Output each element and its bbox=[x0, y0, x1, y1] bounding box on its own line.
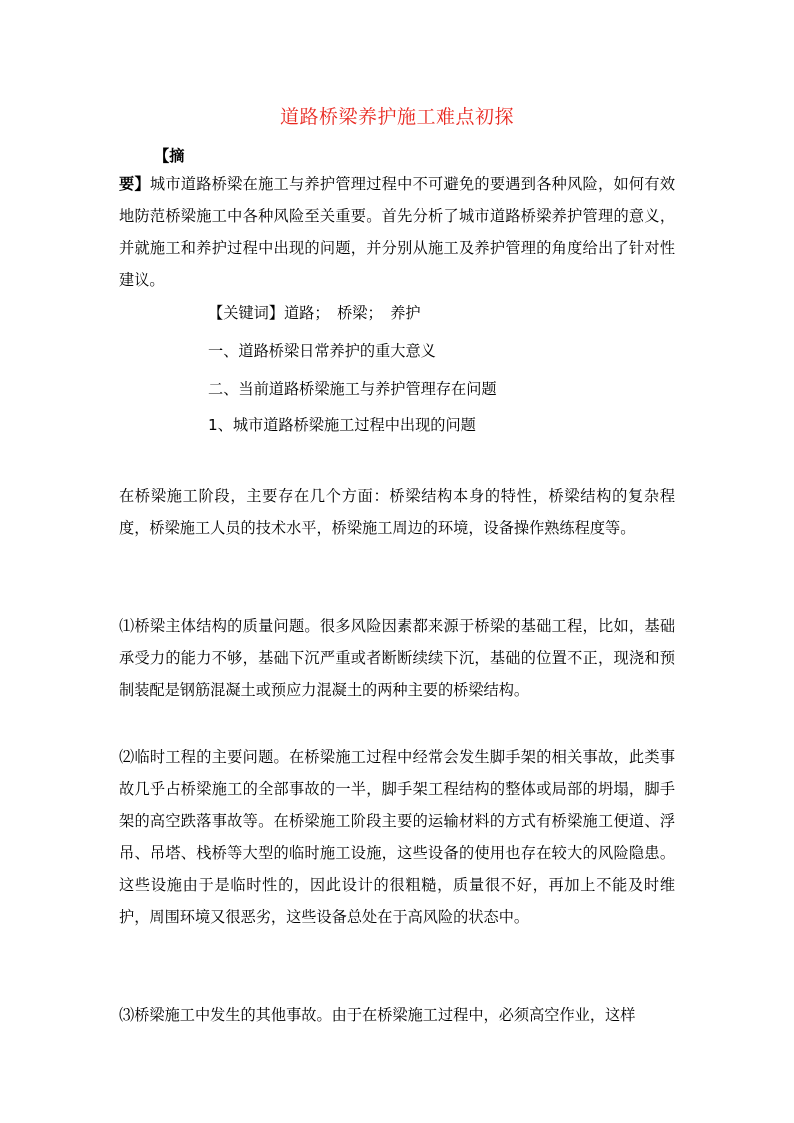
paragraph-structure-quality bbox=[119, 610, 675, 706]
abstract-block bbox=[119, 168, 675, 296]
paragraph-temporary-works bbox=[119, 741, 675, 933]
paragraph-construction-stage bbox=[119, 480, 675, 544]
paragraph-other-accidents bbox=[119, 999, 675, 1031]
paragraph-text: ⑵临时工程的主要问题。在桥梁施工过程中经常会发生脚手架的相关事故，此类事故几乎占桥梁施工的全部事故的一半，脚手架工程结构的整体或局部的坍塌，脚手架的高空跌落事故等。在桥梁施工阶段主要的运输材料的方式有桥梁施工便道、浮吊、吊塔、栈桥等大型的临时施工设施，这些设备的使用也存在较大的风险隐患。这些设施由于是临时性的，因此设计的很粗糙，质量很不好，再加上不能及时维护，周围环境又很恶劣，这些设备总处在于高风险的状态中。 bbox=[119, 748, 675, 926]
section-heading-2: 二、当前道路桥梁施工与养护管理存在问题 bbox=[208, 380, 497, 398]
abstract-label-end: 要】 bbox=[119, 175, 150, 193]
paragraph-text: ⑶桥梁施工中发生的其他事故。由于在桥梁施工过程中，必须高空作业，这样 bbox=[119, 1006, 636, 1024]
paragraph-text: ⑴桥梁主体结构的质量问题。很多风险因素都来源于桥梁的基础工程，比如，基础承受力的能力不够，基础下沉严重或者断断续续下沉，基础的位置不正，现浇和预制装配是钢筋混凝土或预应力混凝土的两种主要的桥梁结构。 bbox=[119, 617, 675, 699]
abstract-label-start: 【摘 bbox=[154, 147, 185, 165]
abstract-text: 城市道路桥梁在施工与养护管理过程中不可避免的要遇到各种风险，如何有效地防范桥梁施工中各种风险至关重要。首先分析了城市道路桥梁养护管理的意义，并就施工和养护过程中出现的问题，并分别从施工及养护管理的角度给出了针对性建议。 bbox=[119, 175, 676, 289]
document-title: 道路桥梁养护施工难点初探 bbox=[279, 106, 514, 128]
section-heading-1: 一、道路桥梁日常养护的重大意义 bbox=[208, 342, 436, 360]
paragraph-text: 在桥梁施工阶段，主要存在几个方面：桥梁结构本身的特性，桥梁结构的复杂程度，桥梁施工人员的技术水平，桥梁施工周边的环境，设备操作熟练程度等。 bbox=[119, 487, 675, 537]
subsection-heading-1: 1、城市道路桥梁施工过程中出现的问题 bbox=[208, 416, 476, 434]
keywords-line: 【关键词】道路； 桥梁； 养护 bbox=[208, 304, 421, 322]
